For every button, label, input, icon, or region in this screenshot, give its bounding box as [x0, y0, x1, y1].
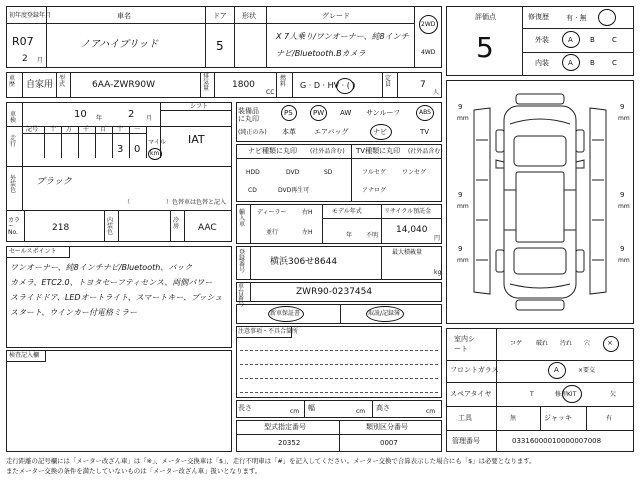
inspection-month-unit: 月 [146, 115, 153, 122]
mileage-digit-label: 千 [83, 126, 90, 133]
equip-ps: PS [284, 109, 293, 117]
tv-type-label: TV種類に丸印 [356, 147, 401, 155]
mileage-digit-label: 記号 [26, 126, 39, 133]
shift-label: シフト [190, 103, 209, 110]
footer-line-2: またメーター交換の条件を満たしていないものは「メーター改ざん車」扱いとなります。 [6, 467, 262, 475]
car-name-label: 車名 [117, 12, 131, 20]
diagram-9-br: 9 [620, 245, 625, 253]
car-diagram [446, 80, 634, 324]
seat-opt-x: × [607, 339, 613, 347]
plate-label: 登録番号 [239, 249, 246, 274]
dimensions-box [236, 400, 442, 418]
plate-value: 横浜306せ8644 [270, 257, 338, 267]
navi-type-label: ナビ種類に丸印 [248, 147, 297, 155]
tool-label: 工具 [458, 414, 472, 422]
seat-opt-burn: コゲ [510, 340, 523, 347]
notes-label: 注意事項・不具合箇所 [238, 328, 299, 335]
navi-sd: SD [324, 169, 333, 176]
drive-4wd: 4WD [421, 49, 436, 56]
footer-line-1: 走行距離の記号欄には「メーター改ざん車」は「※」、メーター交換車は「$」、走行不明車は「#」を記入してください。メーター交換で合算表示した場合にも「$」は必要となります。 [6, 457, 536, 465]
category-label: 類別区分番号 [366, 423, 408, 431]
score-value: 5 [476, 31, 494, 64]
first-registration-label: 初年度登録年月 [9, 12, 52, 19]
seat-label: 室内シート [454, 335, 475, 353]
diagram-mm-tl: mm [457, 115, 469, 122]
spare-opt-kit: 修理KIT [555, 391, 577, 398]
seat-opt-hole: 穴 [584, 340, 591, 347]
exterior-b: B [590, 36, 595, 44]
glass-opt-replace: ×要交 [578, 367, 596, 374]
type-cert-label: 型式指定番号 [264, 423, 306, 431]
navi-dvd-play: DVD再生可 [278, 187, 310, 194]
mileage-digit-label: 百 [100, 126, 107, 133]
month-unit: 月 [37, 57, 44, 64]
score-label: 評価点 [475, 13, 496, 21]
diagram-mm-bl: mm [457, 257, 469, 264]
left-middle-block [6, 102, 232, 242]
max-load-label: 最大積載量 [392, 249, 423, 256]
tv-type-sub: (社外品含む) [408, 148, 443, 155]
inspector-notes-box [6, 350, 232, 452]
equip-sunroof: サンルーフ [366, 109, 401, 117]
exterior-label: 外装 [535, 36, 549, 44]
equip-pw: PW [313, 109, 325, 117]
ac-label: 冷房 [173, 217, 180, 230]
interior-label: 内装 [535, 59, 549, 67]
repair-label: 修復歴 [528, 13, 549, 21]
first-registration-year: R07 [12, 35, 34, 48]
repair-options: 有 · 無 [566, 14, 587, 22]
seat-opt-stain: 汚れ [560, 340, 573, 347]
glass-opt-a: A [554, 366, 559, 374]
diagram-mm-ml: mm [457, 203, 469, 210]
capacity-unit: 人 [433, 89, 440, 96]
navi-type-sub: (社外品含む) [310, 148, 345, 155]
grade-label: グレード [322, 12, 350, 20]
exterior-c: C [612, 36, 617, 44]
navi-cd: CD [248, 187, 257, 194]
import-right-h: 右H [302, 209, 313, 216]
interior-c: C [612, 59, 617, 67]
height-unit: cm [426, 408, 436, 415]
spare-label: スペアタイヤ [450, 390, 492, 398]
displacement-unit: CC [266, 89, 275, 96]
mgmt-label: 管理番号 [452, 437, 480, 445]
manual-label: 新車保証書 [270, 310, 301, 317]
diagram-mm-mr: mm [618, 203, 630, 210]
color-label: 外装色 [10, 175, 17, 194]
interior-a: A [568, 59, 573, 67]
recycle-value: 14,040 [396, 225, 428, 235]
door-label: ドア [213, 12, 227, 20]
equip-tv: TV [420, 128, 430, 136]
diagram-mm-tr: mm [618, 115, 630, 122]
grade-line-1: X 7人乗り/ワンオーナー、純8インチ [276, 32, 409, 41]
fuel-options: G · D · HV · ( ) [300, 81, 356, 90]
shift-value: IAT [188, 133, 205, 146]
sales-point-line: ワンオーナー、純8インチナビ/Bluetooth、バック [10, 263, 193, 272]
mileage-unit-mile: マイル [148, 139, 166, 146]
grade-line-2: ナビ/Bluetooth.Bカメラ [276, 49, 366, 58]
equip-airbag: エアバッグ [314, 128, 349, 136]
mileage-digit-label: 一 [134, 126, 141, 133]
jack-label: ジャッキ [544, 414, 572, 422]
tv-fullseg: フルセグ [362, 169, 386, 176]
mgmt-value: 03316000010000007008 [512, 437, 602, 445]
sales-point-line: スタート、ウインカー付電格ミラー [10, 308, 138, 317]
tv-analog: アナログ [362, 187, 387, 194]
tool-value: 無 [510, 415, 517, 422]
warranty-box [236, 304, 442, 324]
fuel-hv-circle [336, 78, 354, 94]
model-year-label: モデル年式 [332, 208, 362, 215]
exterior-a: A [568, 36, 573, 44]
mileage-unit-km: km [150, 150, 160, 157]
drive-2wd: 2WD [421, 21, 436, 28]
color-no-value: 218 [52, 223, 70, 233]
mileage-digit-hundred: 0 [134, 144, 141, 155]
usage-label: 車歴 [9, 75, 16, 88]
equipment-sub-label: (純正のみ) [238, 129, 267, 136]
equip-leather: 本革 [282, 128, 296, 136]
navi-dvd: DVD [286, 169, 300, 176]
model-value: 6AA-ZWR90W [92, 80, 156, 90]
mileage-digit-label: 十 [117, 126, 124, 133]
equipment-label: 装備品に丸印 [238, 107, 259, 123]
max-load-unit: kg [434, 269, 442, 276]
mileage-digit-thousand: 3 [117, 144, 124, 155]
usage-value: 自家用 [26, 80, 54, 90]
fuel-label: 燃料 [280, 75, 287, 88]
sales-points-label: セールスポイント [9, 248, 57, 255]
inspection-month: 2 [128, 109, 135, 120]
width-label: 幅 [308, 404, 315, 412]
mileage-digit-label: 十 [50, 126, 57, 133]
recycle-unit: 円 [434, 235, 441, 242]
door-value: 5 [216, 39, 224, 53]
diagram-9-tl: 9 [458, 103, 463, 111]
diagram-9-bl: 9 [458, 245, 463, 253]
category-value: 0007 [380, 439, 398, 447]
diagram-9-tr: 9 [620, 103, 625, 111]
length-unit: cm [290, 408, 300, 415]
repair-none-circle [598, 9, 616, 26]
model-label: 型式 [59, 75, 66, 88]
first-registration-month: 2 [22, 54, 28, 64]
spare-opt-missing: 欠 [610, 391, 617, 398]
color-value: ブラック [36, 177, 72, 187]
interior-color-label: 内装色 [107, 217, 114, 236]
sales-point-line: カメラ、ETC2.0、トヨタセーフティセンス、両側パワー [10, 278, 213, 287]
displacement-value: 1800 [232, 80, 255, 90]
import-dealer: ディーラー [257, 209, 287, 216]
shape-label: 形状 [242, 12, 256, 20]
import-parallel: 並行 [266, 229, 279, 236]
inspection-year: 10 [74, 109, 87, 120]
tv-oneseg: ワンセグ [402, 169, 427, 176]
chassis-label: 車台番号 [238, 283, 245, 308]
model-year-unit: 年 [346, 232, 353, 239]
width-unit: cm [356, 408, 366, 415]
equip-abs: ABS [419, 109, 431, 116]
height-label: 高さ [376, 404, 390, 412]
diagram-9-mr: 9 [620, 191, 625, 199]
import-label: 輸入車 [239, 209, 246, 228]
import-left-h: 左H [302, 229, 313, 236]
diagram-9-ml: 9 [458, 191, 463, 199]
equipment-box [236, 102, 442, 142]
chassis-value: ZWR90-0237454 [296, 287, 373, 297]
color-no-label: カラーNo. [8, 217, 21, 236]
mileage-digit-label: 万 [66, 126, 73, 133]
diagram-mm-br: mm [618, 257, 630, 264]
sales-point-line: スライドドア、LEDオートライト、スマートキー、プッシュ [10, 293, 223, 302]
color-repaint-note: （ ）色替車は色替と記入 [124, 199, 227, 206]
inspection-label: 車検 [10, 111, 17, 124]
spec-row [6, 72, 442, 98]
capacity-label: 定員 [385, 75, 392, 88]
record-label: 取説/記録簿 [368, 310, 401, 317]
equip-aw: AW [340, 109, 352, 117]
seat-opt-tear: 破れ [536, 340, 549, 347]
length-label: 長さ [238, 404, 252, 412]
inspection-year-unit: 年 [96, 115, 103, 122]
inspector-notes-label: 検査記入欄 [9, 352, 40, 359]
type-cert-value: 20352 [278, 439, 301, 447]
jack-value: 有 [606, 415, 613, 422]
interior-b: B [590, 59, 595, 67]
model-year-unknown: 不明 [366, 232, 379, 239]
displacement-label: 排気量 [203, 73, 210, 92]
spare-opt-t: T [530, 391, 534, 398]
glass-label: フロントガラス [450, 366, 499, 374]
ac-value: AAC [198, 223, 217, 233]
equip-navi: ナビ [373, 128, 387, 136]
navi-hdd: HDD [246, 169, 260, 176]
mileage-label: 走行 [10, 135, 17, 148]
recycle-label: リサイクル預託金 [384, 208, 432, 215]
capacity-value: 7 [420, 80, 426, 90]
car-name-value: ノアハイブリッド [80, 39, 159, 50]
